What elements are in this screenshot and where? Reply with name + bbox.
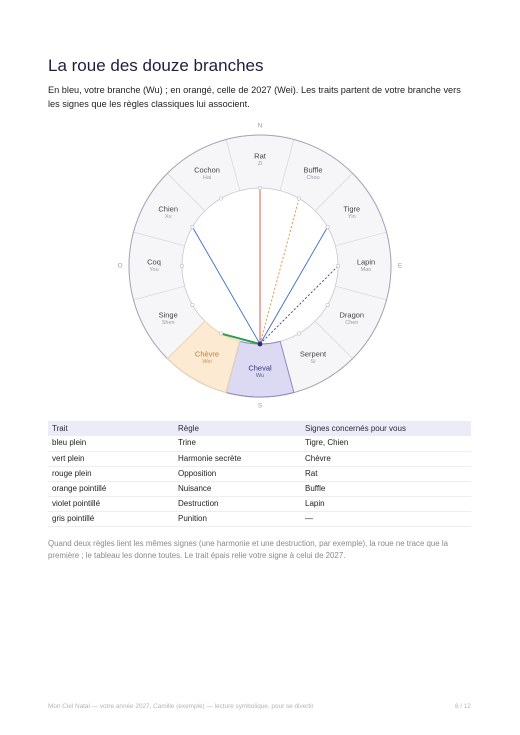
footer-text: Mon Ciel Natal — votre année 2027, Camille (exemple) — lecture symbolique, pour se divertir <box>48 703 314 710</box>
sign-marker <box>258 186 261 189</box>
sign-label: Cochon <box>194 165 220 175</box>
sign-marker <box>326 225 329 228</box>
sign-marker <box>219 332 222 335</box>
wheel-diagram <box>0 115 520 415</box>
sign-pinyin: Si <box>310 358 316 365</box>
table-cell-rule: Destruction <box>174 496 301 511</box>
origin-dot <box>258 342 263 347</box>
sign-label: Tigre <box>343 204 361 214</box>
sign-pinyin: Xu <box>164 214 172 220</box>
table-cell-rule: Nuisance <box>174 481 301 496</box>
sign-label: Coq <box>147 257 161 267</box>
table-row <box>48 466 471 481</box>
table-cell-rule: Harmonie secrète <box>174 451 301 466</box>
table-cell-trait: vert plein <box>48 451 174 466</box>
table-header-cell: Règle <box>178 424 199 433</box>
sign-marker <box>326 303 329 306</box>
sign-marker <box>191 225 194 228</box>
sign-pinyin: Zi <box>257 161 263 167</box>
table-cell-signs: Chèvre <box>301 451 471 466</box>
page-title: La roue des douze branches <box>48 56 264 75</box>
table-cell-rule: Punition <box>174 511 301 526</box>
table-cell-trait: gris pointillé <box>48 511 174 526</box>
table-cell-trait: orange pointillé <box>48 481 174 496</box>
sign-marker <box>219 197 222 200</box>
note-paragraph: Quand deux règles lient les mêmes signes (une harmonie et une destruction, par exemple), la roue ne trace que la première ; le tableau les donne toutes. Le trait épais relie votre signe à celui de 2027. <box>48 539 449 560</box>
table-cell-rule: Trine <box>174 436 301 451</box>
relations-table <box>48 421 471 527</box>
page-number: 6 / 12 <box>455 703 471 710</box>
sign-marker <box>297 332 300 335</box>
sign-marker <box>180 264 183 267</box>
compass-north: N <box>257 122 263 130</box>
intro-paragraph: En bleu, votre branche (Wu) ; en orangé, celle de 2027 (Wei). Les traits partent de votre branche vers les signes que les règles classiques lui associent. <box>48 85 461 109</box>
sign-pinyin: Wu <box>255 373 265 379</box>
table-cell-rule: Opposition <box>174 466 301 481</box>
table-cell-signs: Rat <box>301 466 471 481</box>
table-row <box>48 481 471 496</box>
sign-pinyin: You <box>149 267 159 273</box>
table-row <box>48 496 471 511</box>
sign-label: Rat <box>254 151 266 161</box>
table-cell-trait: violet pointillé <box>48 496 174 511</box>
sign-label: Serpent <box>299 349 327 359</box>
sign-pinyin: Yin <box>347 214 356 220</box>
table-header-row <box>48 421 471 436</box>
table-row <box>48 511 471 526</box>
sign-label: Singe <box>158 310 178 320</box>
sign-pinyin: Shen <box>161 320 175 326</box>
table-cell-signs: — <box>301 511 471 526</box>
sign-label: Chèvre <box>194 349 220 359</box>
compass-south: S <box>257 402 263 410</box>
sign-marker <box>336 264 339 267</box>
sign-pinyin: Chen <box>345 320 359 326</box>
sign-marker <box>191 303 194 306</box>
sign-pinyin: Mao <box>360 267 372 273</box>
table-row <box>48 451 471 466</box>
table-cell-signs: Buffle <box>301 481 471 496</box>
table-header-cell: Trait <box>52 424 68 433</box>
table-cell-trait: rouge plein <box>48 466 174 481</box>
sign-pinyin: Wei <box>202 358 212 365</box>
sign-label: Cheval <box>248 363 272 373</box>
sign-label: Buffle <box>303 165 323 175</box>
compass-east: E <box>397 262 403 270</box>
sign-marker <box>297 197 300 200</box>
sign-label: Dragon <box>339 310 365 320</box>
table-cell-trait: bleu plein <box>48 436 174 451</box>
table-cell-signs: Tigre, Chien <box>301 436 471 451</box>
sign-pinyin: Chou <box>306 175 320 182</box>
compass-west: O <box>117 262 123 270</box>
sign-label: Chien <box>158 204 179 214</box>
sign-label: Lapin <box>356 257 376 267</box>
sign-pinyin: Hai <box>202 175 212 182</box>
page-footer <box>48 702 471 712</box>
branch-wheel <box>0 115 520 415</box>
table-row <box>48 436 471 451</box>
table-header-cell: Signes concernés pour vous <box>305 424 406 433</box>
table-cell-signs: Lapin <box>301 496 471 511</box>
